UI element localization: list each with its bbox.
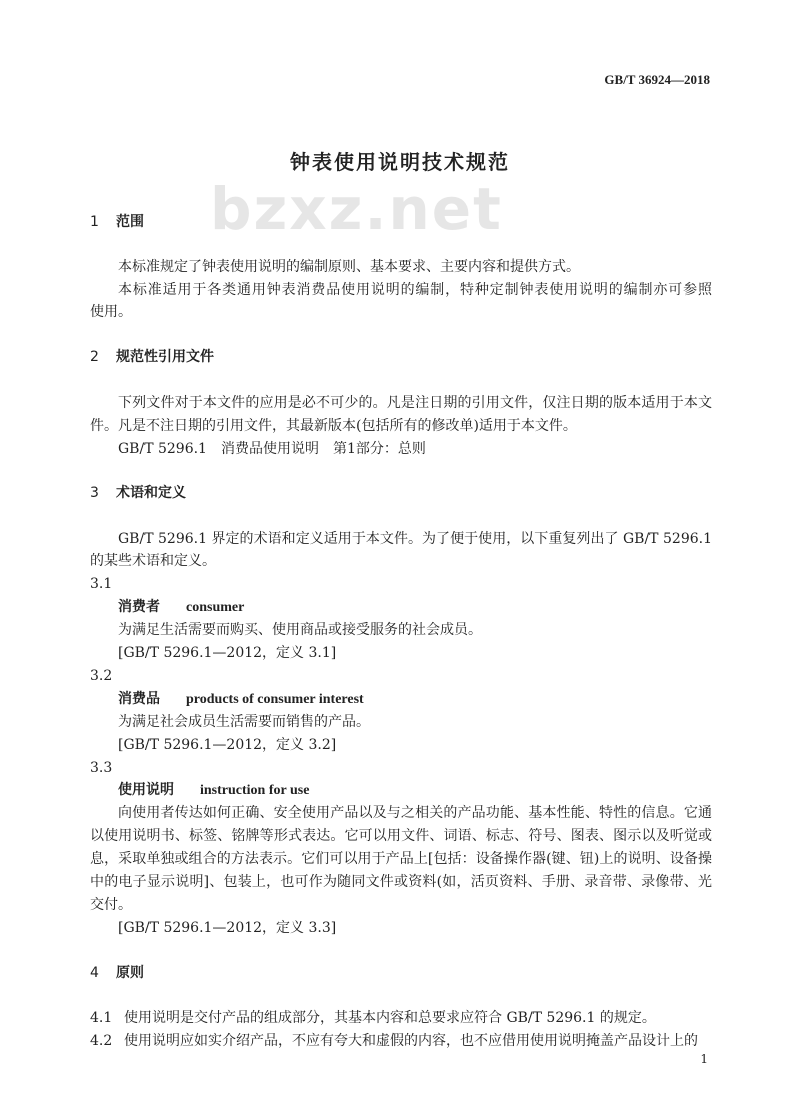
term-definition: 为满足社会成员生活需要而销售的产品。 (118, 714, 370, 730)
normative-reference: GB/T 5296.1 消费品使用说明 第1部分：总则 (118, 441, 426, 457)
section-title: 术语和定义 (116, 485, 186, 501)
section-number: 1 (90, 214, 99, 230)
paragraph: 下列文件对于本文件的应用是必不可少的。凡是注日期的引用文件，仅注日期的版本适用于本文 (118, 395, 712, 411)
clause-number: 4.2 (90, 1033, 113, 1049)
term-zh: 使用说明 (118, 782, 174, 798)
clause-number: 4.1 (90, 1010, 113, 1026)
term-en: instruction for use (200, 783, 310, 798)
page-number: 1 (700, 1052, 708, 1066)
watermark: bzxz.net (210, 175, 503, 243)
term-zh: 消费者 (118, 599, 160, 615)
paragraph: 本标准适用于各类通用钟表消费品使用说明的编制，特种定制钟表使用说明的编制亦可参照 (118, 282, 712, 298)
term-number: 3.1 (90, 576, 113, 592)
term-source: [GB/T 5296.1—2012，定义 3.2] (118, 737, 337, 753)
term-source: [GB/T 5296.1—2012，定义 3.3] (118, 920, 337, 936)
term-number: 3.3 (90, 760, 113, 776)
term-en: products of consumer interest (186, 692, 364, 707)
section-title: 规范性引用文件 (116, 349, 214, 365)
clause-4-2 (90, 1031, 712, 1051)
term-entry (118, 597, 712, 618)
term-definition: 交付。 (90, 897, 132, 913)
term-number: 3.2 (90, 668, 113, 684)
term-definition: 向使用者传达如何正确、安全使用产品以及与之相关的产品功能、基本性能、特性的信息。它通 (118, 805, 712, 821)
term-zh: 消费品 (118, 691, 160, 707)
clause-4-1 (90, 1008, 712, 1028)
section-number: 3 (90, 485, 99, 501)
term-definition: 为满足生活需要而购买、使用商品或接受服务的社会成员。 (118, 622, 482, 638)
term-en: consumer (186, 600, 245, 615)
clause-text: 使用说明是交付产品的组成部分，其基本内容和总要求应符合 GB/T 5296.1 的规定。 (124, 1010, 656, 1026)
term-definition: 以使用说明书、标签、铭牌等形式表达。它可以用文件、词语、标志、符号、图表、图示以及听觉或 (90, 828, 712, 844)
section-2-heading (90, 347, 712, 367)
term-entry (118, 689, 712, 710)
paragraph: 使用。 (90, 304, 132, 320)
term-definition: 中的电子显示说明]、包装上，也可作为随同文件或资料(如，活页资料、手册、录音带、录像带、光 (90, 874, 712, 890)
clause-text: 使用说明应如实介绍产品，不应有夸大和虚假的内容，也不应借用使用说明掩盖产品设计上的 (124, 1033, 698, 1049)
section-number: 4 (90, 965, 99, 981)
section-1-heading (90, 212, 144, 232)
paragraph: GB/T 5296.1 界定的术语和定义适用于本文件。为了便于使用，以下重复列出了 GB/T 5296.1 (118, 531, 712, 547)
paragraph: 本标准规定了钟表使用说明的编制原则、基本要求、主要内容和提供方式。 (118, 259, 580, 275)
paragraph: 件。凡是不注日期的引用文件，其最新版本(包括所有的修改单)适用于本文件。 (90, 418, 577, 434)
section-3-heading (90, 483, 712, 503)
term-source: [GB/T 5296.1—2012，定义 3.1] (118, 645, 337, 661)
section-title: 范围 (116, 214, 144, 230)
term-definition: 息，采取单独或组合的方法表示。它们可以用于产品上[包括：设备操作器(键、钮)上的说明、设备操 (90, 851, 712, 867)
document-title: 钟表使用说明技术规范 (290, 150, 510, 174)
term-entry (118, 780, 712, 801)
standard-number-header: GB/T 36924—2018 (604, 72, 710, 87)
section-4-heading (90, 963, 712, 983)
paragraph: 的某些术语和定义。 (90, 553, 216, 569)
section-title: 原则 (116, 965, 144, 981)
section-number: 2 (90, 349, 99, 365)
